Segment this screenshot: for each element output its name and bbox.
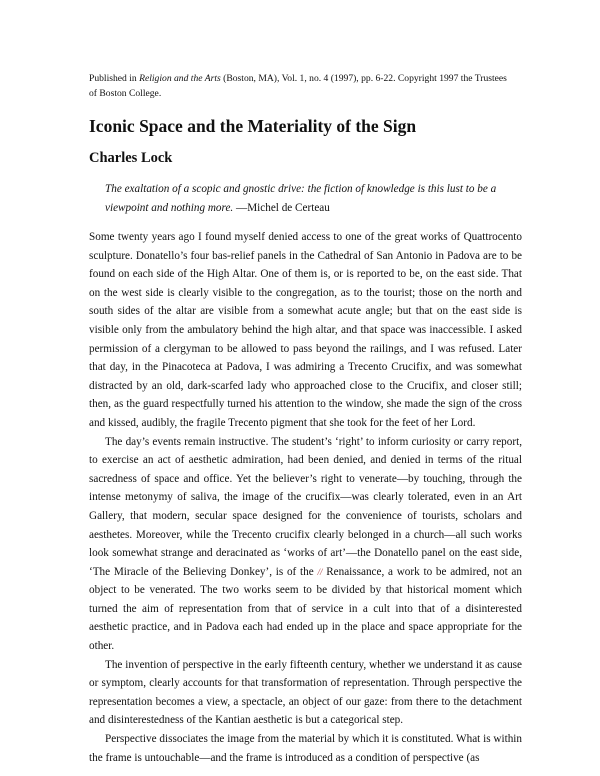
article-title: Iconic Space and the Materiality of the Sign xyxy=(89,116,417,136)
epigraph-attribution: —Michel de Certeau xyxy=(233,202,330,214)
journal-name: Religion and the Arts xyxy=(139,73,221,84)
epigraph xyxy=(105,180,525,218)
publication-note xyxy=(89,71,509,101)
paragraph-4: Perspective dissociates the image from the material by which it is constituted. What is within the frame is untouchable—and the frame is introduced as a condition of perspective (as xyxy=(89,733,522,764)
paragraph-2-part-2: Renaissance, a work to be admired, not an object to be venerated. The two works seem to be divided by that historical moment which turned the aim of representation from that of service in a cult into that of a disinterested aesthetic practice, and in Padova each had ended up in the place and space appropriate for the other. xyxy=(89,565,522,653)
article-body xyxy=(89,228,522,767)
paragraph-1: Some twenty years ago I found myself denied access to one of the great works of Quattrocento sculpture. Donatello’s four bas-relief panels in the Cathedral of San Antonio in Padova are to be found on each side of the High Altar. One of them is, or is reported to be, on the east side. That on the west side is clearly visible to the congregation, as to the tourist; those on the north and south sides of the altar are visible from a somewhat acute angle; but that on the east side is visible only from the ambulatory behind the high altar, and that space was inaccessible. I asked permission of a clergyman to be allowed to pass beyond the railings, and I was refused. Later that day, in the Pinacoteca at Padova, I was admiring a Trecento Crucifix, and was somewhat distracted by an old, dark-scarfed lady who approached close to the Crucifix, and closer still; then, as the guard respectfully turned his attention to the window, she made the sign of the cross and kissed, audibly, the fragile Trecento pigment that she took for the feet of her Lord. xyxy=(89,231,522,429)
paragraph-2-part-1: The day’s events remain instructive. The student’s ‘right’ to inform curiosity or carry report, to exercise an act of aesthetic admiration, had been denied, and denied in terms of the ritual sacredness of space and office. Yet the believer’s right to venerate—by touching, through the intense metonymy of saliva, the image of the crucifix—was clearly tolerated, even in an Art Gallery, that modern, secular space designed for the convenience of tourists, scholars and aesthetes. Moreover, while the Trecento crucifix clearly belonged in a church—all such works look somewhat strange and deracinated as ‘works of art’—the Donatello panel on the east side, ‘The Miracle of the Believing Donkey’, is of the xyxy=(89,435,522,578)
publication-details: (Boston, MA), Vol. 1, no. 4 (1997), pp. 6-22. Copyright 1997 the Trustees of Boston College. xyxy=(89,73,507,99)
epigraph-quote: The exaltation of a scopic and gnostic drive: the fiction of knowledge is this lust to be a viewpoint and nothing more. xyxy=(105,183,497,214)
publication-prefix: Published in xyxy=(89,73,140,84)
paragraph-2 xyxy=(89,433,522,656)
annotation-glyph: // xyxy=(317,566,323,577)
paragraph-3: The invention of perspective in the early fifteenth century, whether we understand it as cause or symptom, clearly accounts for that transformation of representation. Through perspective the representation becomes a view, a spectacle, an object of our gaze: from there to the detachment and disinterestedness of the Kantian aesthetic is but a categorical step. xyxy=(89,658,522,727)
article-author: Charles Lock xyxy=(89,150,173,166)
